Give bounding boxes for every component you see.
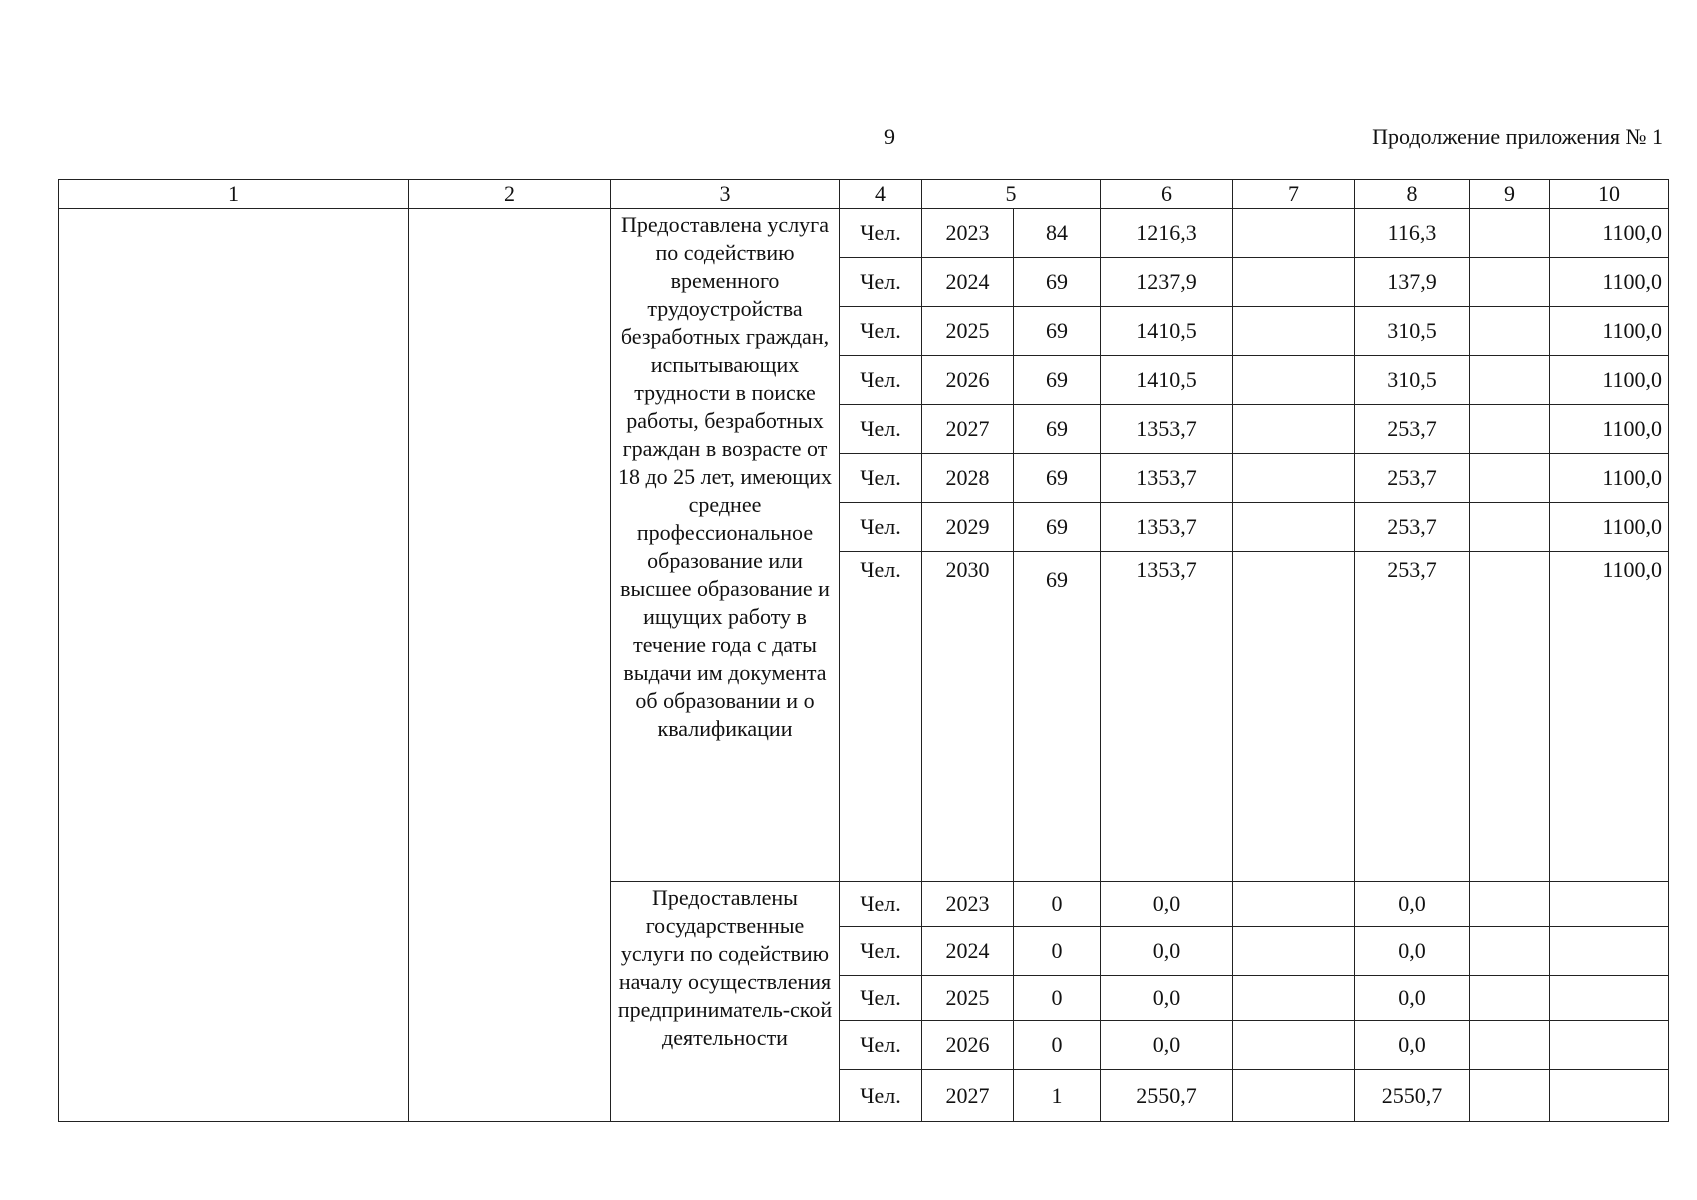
unit-cell: Чел. <box>840 307 922 356</box>
value-cell-col7 <box>1233 307 1355 356</box>
value-cell-col7 <box>1233 356 1355 405</box>
value-cell-col10: 1100,0 <box>1550 405 1669 454</box>
value-cell-col8: 253,7 <box>1355 405 1470 454</box>
year-cell: 2026 <box>922 356 1014 405</box>
year-cell: 2024 <box>922 258 1014 307</box>
appendix-continuation-note: Продолжение приложения № 1 <box>1372 124 1663 149</box>
value-cell-col8: 0,0 <box>1355 976 1470 1021</box>
quantity-cell: 69 <box>1014 552 1101 882</box>
value-cell-col10 <box>1550 1070 1669 1122</box>
value-cell-col9 <box>1470 356 1550 405</box>
quantity-cell: 69 <box>1014 258 1101 307</box>
column-header: 10 <box>1550 180 1669 209</box>
value-cell-col8: 310,5 <box>1355 356 1470 405</box>
value-cell-col10 <box>1550 976 1669 1021</box>
value-cell-col9 <box>1470 1021 1550 1070</box>
indicator-description: Предоставлена услуга по содействию временного трудоустройства безработных граждан, испытывающих трудности в поиске работы, безработных граждан в возрасте от 18 до 25 лет, имеющих среднее профессиональное образование или высшее образование и ищущих работу в течение года с даты выдачи им документа об образовании и о квалификации <box>611 209 840 882</box>
year-cell: 2023 <box>922 882 1014 927</box>
value-cell-col8: 0,0 <box>1355 882 1470 927</box>
value-cell-col7 <box>1233 405 1355 454</box>
value-cell-col8: 137,9 <box>1355 258 1470 307</box>
value-cell-col10: 1100,0 <box>1550 307 1669 356</box>
value-cell-col7 <box>1233 1070 1355 1122</box>
year-cell: 2028 <box>922 454 1014 503</box>
value-cell-col6: 1410,5 <box>1101 356 1233 405</box>
unit-cell: Чел. <box>840 405 922 454</box>
unit-cell: Чел. <box>840 882 922 927</box>
unit-cell: Чел. <box>840 209 922 258</box>
year-cell: 2024 <box>922 927 1014 976</box>
column-header: 7 <box>1233 180 1355 209</box>
value-cell-col10: 1100,0 <box>1550 258 1669 307</box>
value-cell-col10 <box>1550 1021 1669 1070</box>
value-cell-col9 <box>1470 209 1550 258</box>
value-cell-col9 <box>1470 1070 1550 1122</box>
unit-cell: Чел. <box>840 552 922 882</box>
value-cell-col9 <box>1470 552 1550 882</box>
empty-cell-col1 <box>59 209 409 1122</box>
year-cell: 2027 <box>922 1070 1014 1122</box>
value-cell-col7 <box>1233 552 1355 882</box>
appendix-table <box>58 179 1669 1122</box>
unit-cell: Чел. <box>840 454 922 503</box>
value-cell-col9 <box>1470 258 1550 307</box>
value-cell-col6: 1353,7 <box>1101 503 1233 552</box>
value-cell-col7 <box>1233 882 1355 927</box>
value-cell-col6: 1237,9 <box>1101 258 1233 307</box>
value-cell-col9 <box>1470 882 1550 927</box>
unit-cell: Чел. <box>840 1021 922 1070</box>
unit-cell: Чел. <box>840 976 922 1021</box>
value-cell-col8: 0,0 <box>1355 1021 1470 1070</box>
year-cell: 2030 <box>922 552 1014 882</box>
quantity-cell: 69 <box>1014 503 1101 552</box>
value-cell-col7 <box>1233 503 1355 552</box>
column-header: 9 <box>1470 180 1550 209</box>
value-cell-col9 <box>1470 307 1550 356</box>
value-cell-col7 <box>1233 454 1355 503</box>
year-cell: 2023 <box>922 209 1014 258</box>
value-cell-col9 <box>1470 405 1550 454</box>
empty-cell-col2 <box>409 209 611 1122</box>
value-cell-col8: 253,7 <box>1355 552 1470 882</box>
value-cell-col6: 0,0 <box>1101 927 1233 976</box>
unit-cell: Чел. <box>840 258 922 307</box>
year-cell: 2025 <box>922 976 1014 1021</box>
year-cell: 2029 <box>922 503 1014 552</box>
value-cell-col9 <box>1470 976 1550 1021</box>
value-cell-col7 <box>1233 258 1355 307</box>
value-cell-col9 <box>1470 927 1550 976</box>
value-cell-col10 <box>1550 882 1669 927</box>
unit-cell: Чел. <box>840 1070 922 1122</box>
unit-cell: Чел. <box>840 503 922 552</box>
value-cell-col7 <box>1233 1021 1355 1070</box>
column-header: 6 <box>1101 180 1233 209</box>
indicator-description: Предоставлены государственные услуги по содействию началу осуществления предприниматель-ской деятельности <box>611 882 840 1122</box>
value-cell-col10: 1100,0 <box>1550 503 1669 552</box>
value-cell-col10: 1100,0 <box>1550 552 1669 882</box>
quantity-cell: 0 <box>1014 976 1101 1021</box>
column-header: 4 <box>840 180 922 209</box>
value-cell-col6: 1216,3 <box>1101 209 1233 258</box>
quantity-cell: 0 <box>1014 1021 1101 1070</box>
value-cell-col6: 2550,7 <box>1101 1070 1233 1122</box>
value-cell-col10: 1100,0 <box>1550 356 1669 405</box>
value-cell-col10: 1100,0 <box>1550 209 1669 258</box>
column-header: 8 <box>1355 180 1470 209</box>
value-cell-col8: 310,5 <box>1355 307 1470 356</box>
unit-cell: Чел. <box>840 927 922 976</box>
column-header: 1 <box>59 180 409 209</box>
quantity-cell: 69 <box>1014 307 1101 356</box>
value-cell-col9 <box>1470 454 1550 503</box>
value-cell-col6: 0,0 <box>1101 976 1233 1021</box>
value-cell-col8: 0,0 <box>1355 927 1470 976</box>
value-cell-col7 <box>1233 976 1355 1021</box>
value-cell-col8: 253,7 <box>1355 503 1470 552</box>
value-cell-col7 <box>1233 927 1355 976</box>
value-cell-col6: 1353,7 <box>1101 405 1233 454</box>
value-cell-col8: 116,3 <box>1355 209 1470 258</box>
quantity-cell: 0 <box>1014 927 1101 976</box>
year-cell: 2027 <box>922 405 1014 454</box>
value-cell-col6: 0,0 <box>1101 882 1233 927</box>
value-cell-col10 <box>1550 927 1669 976</box>
value-cell-col8: 2550,7 <box>1355 1070 1470 1122</box>
quantity-cell: 1 <box>1014 1070 1101 1122</box>
value-cell-col7 <box>1233 209 1355 258</box>
value-cell-col8: 253,7 <box>1355 454 1470 503</box>
column-header: 3 <box>611 180 840 209</box>
value-cell-col9 <box>1470 503 1550 552</box>
column-header: 5 <box>922 180 1101 209</box>
quantity-cell: 69 <box>1014 356 1101 405</box>
quantity-cell: 84 <box>1014 209 1101 258</box>
column-number-row <box>59 180 1669 209</box>
unit-cell: Чел. <box>840 356 922 405</box>
page-number: 9 <box>884 124 895 149</box>
value-cell-col6: 1353,7 <box>1101 454 1233 503</box>
column-header: 2 <box>409 180 611 209</box>
year-cell: 2025 <box>922 307 1014 356</box>
year-cell: 2026 <box>922 1021 1014 1070</box>
quantity-cell: 69 <box>1014 405 1101 454</box>
value-cell-col10: 1100,0 <box>1550 454 1669 503</box>
value-cell-col6: 0,0 <box>1101 1021 1233 1070</box>
quantity-cell: 0 <box>1014 882 1101 927</box>
quantity-cell: 69 <box>1014 454 1101 503</box>
table-row <box>59 209 1669 258</box>
value-cell-col6: 1353,7 <box>1101 552 1233 882</box>
value-cell-col6: 1410,5 <box>1101 307 1233 356</box>
